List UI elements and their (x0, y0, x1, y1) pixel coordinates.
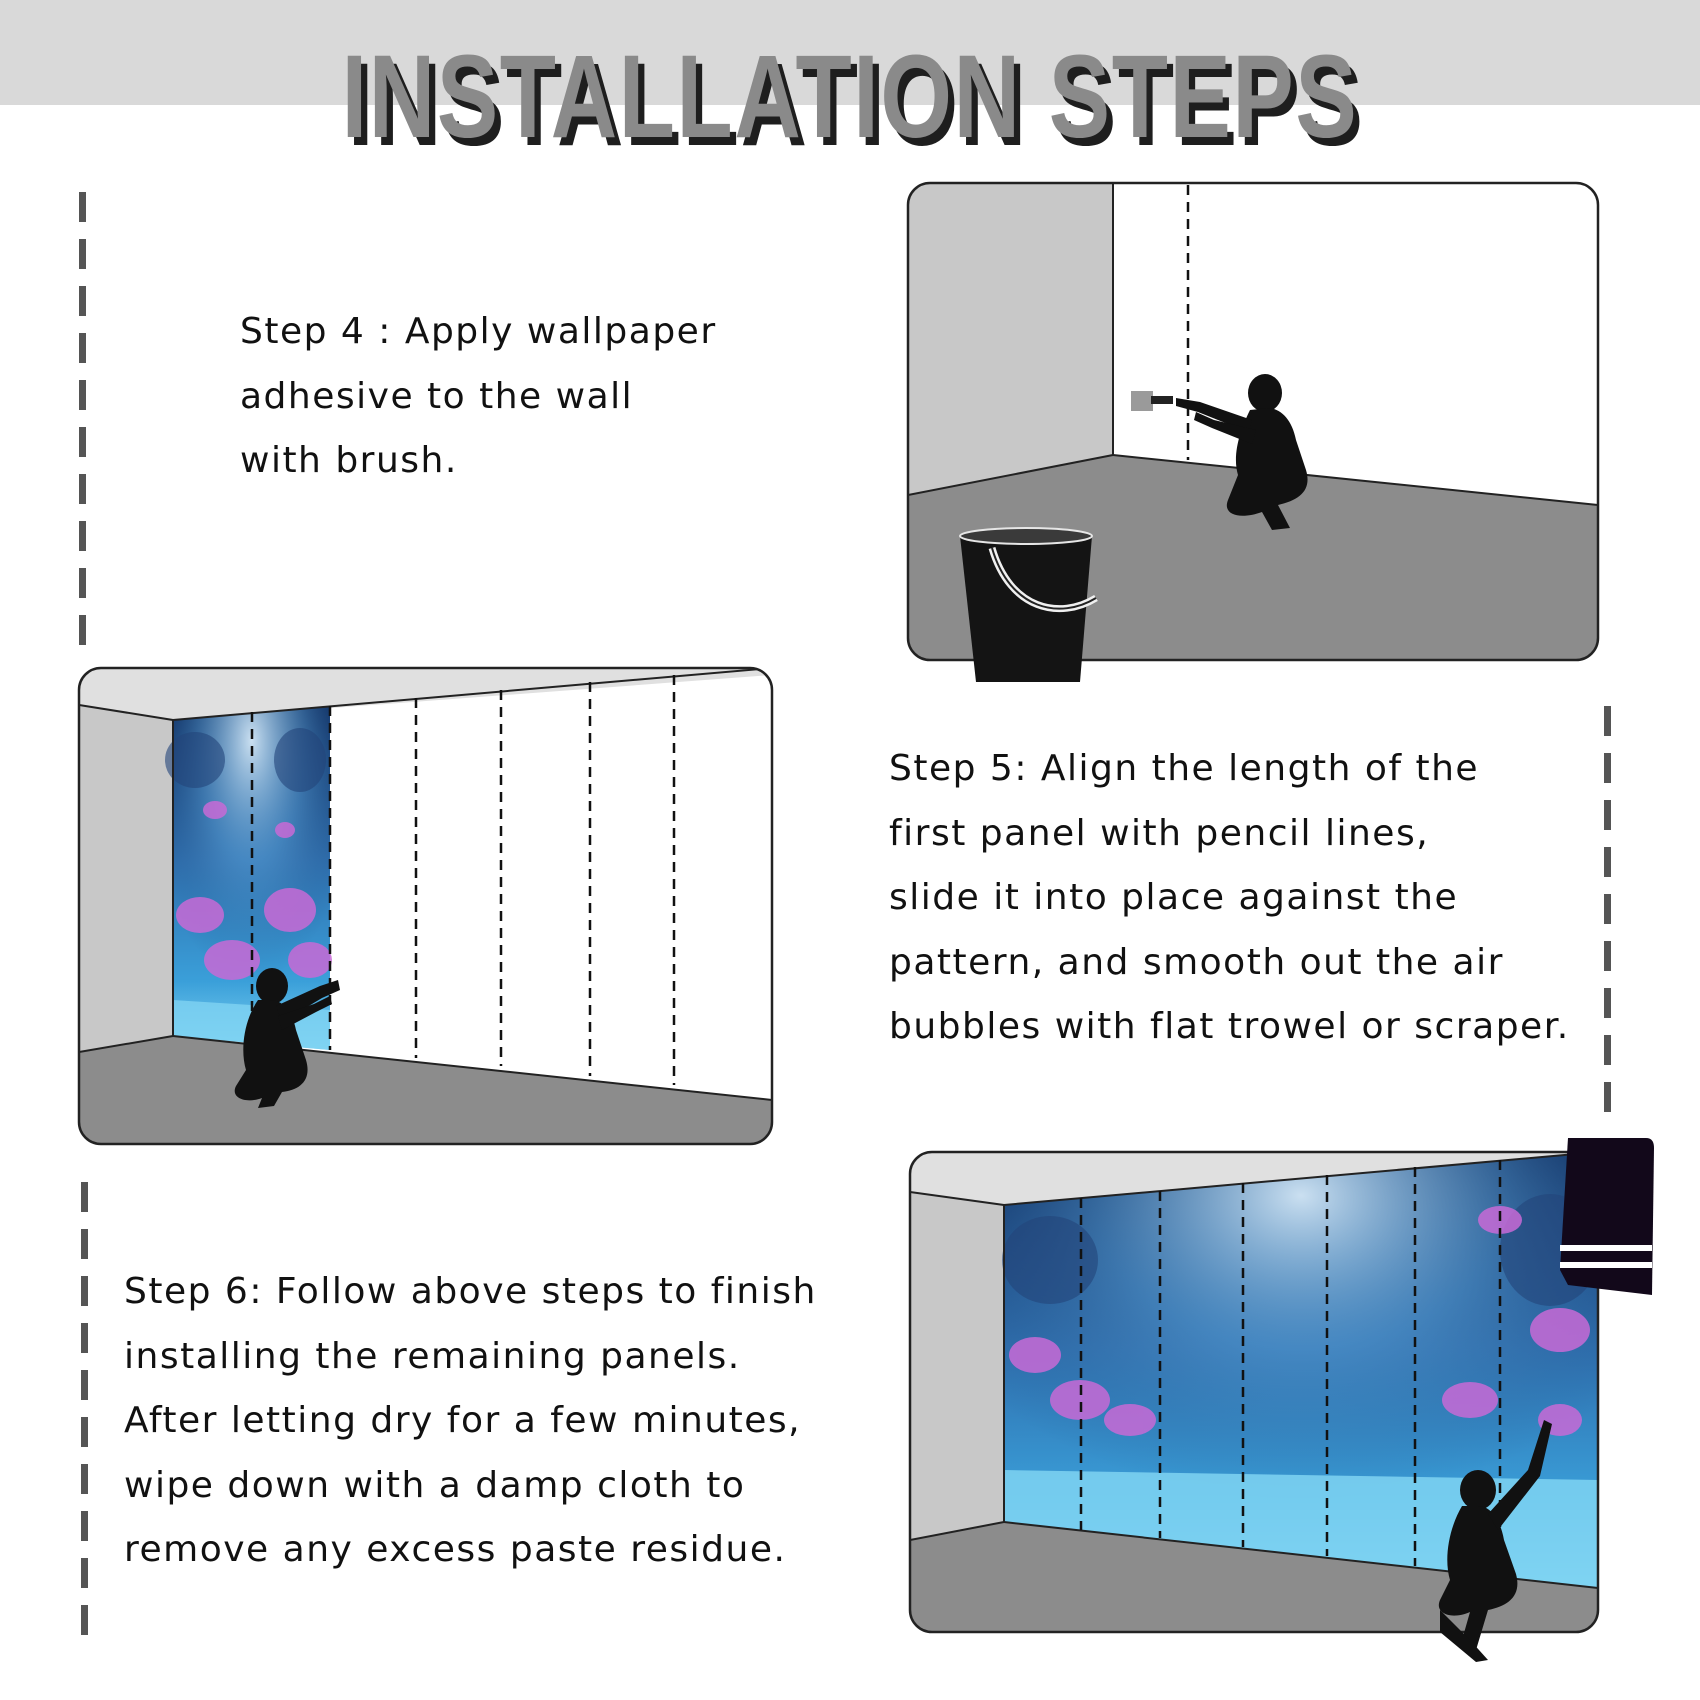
step-6-line: remove any excess paste residue. (124, 1529, 787, 1570)
step-5-line: Step 5: Align the length of the (889, 748, 1480, 789)
step-5-line: pattern, and smooth out the air (889, 941, 1504, 983)
step-5-line: bubbles with flat trowel or scraper. (889, 1006, 1570, 1047)
step-4-line: with brush. (240, 440, 458, 481)
step-5-line: first panel with pencil lines, (889, 812, 1430, 854)
step-6-line: After letting dry for a few minutes, (124, 1400, 802, 1441)
step-6-line: installing the remaining panels. (124, 1335, 741, 1377)
step-4-line: Step 4 : Apply wallpaper (240, 311, 717, 352)
step-6-line: Step 6: Follow above steps to finish (124, 1271, 817, 1312)
page-title: INSTALLATION STEPS (341, 31, 1359, 163)
step-5-line: slide it into place against the (889, 877, 1459, 918)
step-4-line: adhesive to the wall (240, 375, 634, 417)
towel-icon (1560, 1138, 1654, 1295)
step-6-line: wipe down with a damp cloth to (124, 1464, 746, 1506)
